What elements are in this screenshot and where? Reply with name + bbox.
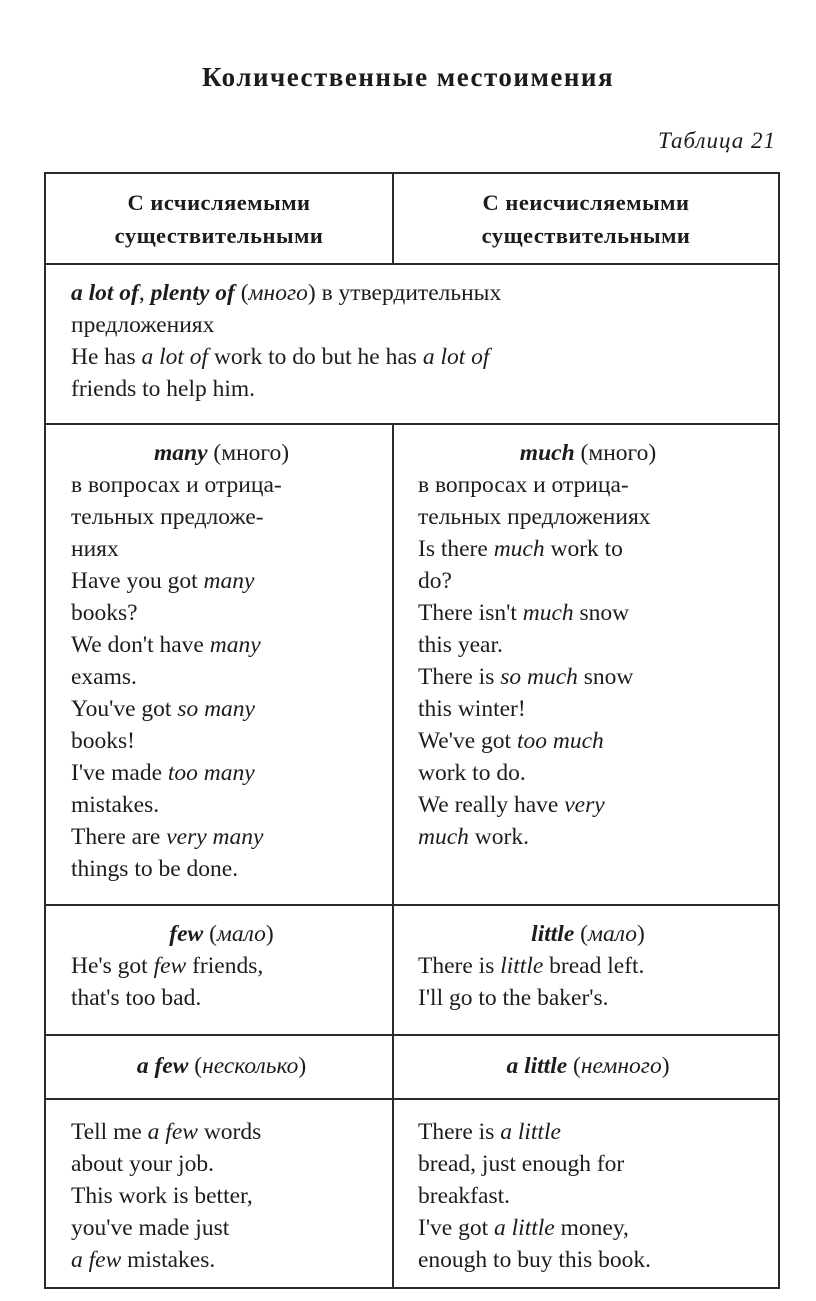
many-example: [71, 629, 372, 661]
few-cell: [46, 906, 394, 1034]
many-heading: [71, 437, 372, 469]
alittle-heading: [418, 1050, 758, 1082]
afew-example: This work is better,: [71, 1183, 253, 1209]
alittle-example: enough to buy this book.: [418, 1247, 652, 1273]
header-uncountable: [394, 174, 778, 263]
few-heading: [71, 918, 372, 950]
term-a-few: a few: [136, 1053, 189, 1079]
alittle-example: breakfast.: [418, 1183, 510, 1209]
gloss-close: ): [265, 921, 274, 947]
alot-row: [46, 265, 778, 425]
term-plenty-of: plenty of: [150, 280, 235, 306]
example-text: snow: [577, 664, 634, 690]
example-term: few: [153, 953, 187, 979]
example-text: mistakes.: [121, 1247, 216, 1273]
many-example: exams.: [71, 664, 137, 690]
example-text: Tell me: [71, 1119, 148, 1145]
example-text: There is: [418, 1119, 501, 1145]
little-example: [418, 950, 758, 982]
example-term: many: [209, 632, 261, 658]
gloss-few: мало: [216, 921, 266, 947]
term-few: few: [169, 921, 204, 947]
example-term: a little: [494, 1215, 555, 1241]
example-term: too much: [516, 728, 604, 754]
header-uncountable-line1: С неисчисляемыми: [482, 190, 690, 215]
much-example: [418, 597, 758, 629]
gloss-open: (: [234, 280, 249, 306]
much-example: this winter!: [418, 696, 526, 722]
example-text: Is there: [418, 536, 494, 562]
alot-cell: [46, 265, 778, 423]
alittle-examples-cell: [394, 1100, 778, 1289]
afew-example: about your job.: [71, 1151, 214, 1177]
table-number-label: Таблица 21: [657, 128, 776, 153]
much-usage-line: тельных предложениях: [418, 504, 651, 530]
example-term: many: [203, 568, 255, 594]
example-term: much: [493, 536, 545, 562]
alittle-example: [418, 1212, 758, 1244]
gloss-a-few: несколько: [202, 1053, 299, 1079]
many-example: mistakes.: [71, 792, 160, 818]
little-cell: [394, 906, 778, 1034]
alot-example-line2: friends to help him.: [71, 376, 256, 402]
term-much: much: [519, 440, 575, 466]
few-little-row: [46, 906, 778, 1036]
alittle-example: [418, 1116, 758, 1148]
example-text: I've made: [71, 760, 168, 786]
alot-usage-line2: предложениях: [71, 312, 215, 338]
example-text: We really have: [418, 792, 565, 818]
example-text: He has: [71, 344, 142, 370]
example-term: so much: [500, 664, 578, 690]
separator: ,: [138, 280, 151, 306]
gloss-open: (: [574, 921, 588, 947]
gloss-open: (: [188, 1053, 203, 1079]
many-example: things to be done.: [71, 856, 239, 882]
much-example: this year.: [418, 632, 503, 658]
example-text: You've got: [71, 696, 178, 722]
header-countable: [46, 174, 394, 263]
alittle-heading-cell: [394, 1036, 778, 1098]
example-text: words: [197, 1119, 262, 1145]
gloss-many: много: [248, 280, 308, 306]
afew-heading: [71, 1050, 372, 1082]
little-example: I'll go to the baker's.: [418, 985, 609, 1011]
term-a-lot-of: a lot of: [71, 280, 139, 306]
much-usage-line: в вопросах и отрица-: [418, 472, 629, 498]
many-example: [71, 757, 372, 789]
gloss-close: ): [298, 1053, 307, 1079]
alittle-example: bread, just enough for: [418, 1151, 625, 1177]
gloss: (много): [207, 440, 290, 466]
afew-alittle-examples-row: [46, 1100, 778, 1289]
term-many: many: [153, 440, 208, 466]
pronouns-table: [44, 172, 780, 1289]
few-example: that's too bad.: [71, 985, 202, 1011]
example-term: little: [500, 953, 544, 979]
example-text: We've got: [418, 728, 517, 754]
example-term: very: [564, 792, 605, 818]
example-text: He's got: [71, 953, 154, 979]
much-example: [418, 661, 758, 693]
example-text: We don't have: [71, 632, 210, 658]
header-countable-line2: существительными: [114, 223, 324, 248]
example-term: so many: [177, 696, 255, 722]
header-row: [46, 174, 778, 265]
much-example: [418, 821, 758, 853]
example-term: a lot of: [141, 344, 209, 370]
many-example: books!: [71, 728, 135, 754]
example-text: work to: [544, 536, 623, 562]
much-example: [418, 725, 758, 757]
many-usage-line: тельных предложе-: [71, 504, 264, 530]
many-much-row: [46, 425, 778, 906]
header-countable-line1: С исчисляемыми: [127, 190, 311, 215]
gloss: (много): [574, 440, 657, 466]
gloss-open: (: [567, 1053, 581, 1079]
much-example: do?: [418, 568, 452, 594]
gloss-close: ): [636, 921, 645, 947]
example-text: There is: [418, 953, 501, 979]
much-heading: [418, 437, 758, 469]
many-example: [71, 693, 372, 725]
afew-heading-cell: [46, 1036, 394, 1098]
header-uncountable-line2: существительными: [481, 223, 691, 248]
many-example: [71, 821, 372, 853]
afew-example: [71, 1244, 372, 1276]
example-text: money,: [554, 1215, 629, 1241]
example-text: friends,: [186, 953, 264, 979]
example-text: There isn't: [418, 600, 523, 626]
term-little: little: [531, 921, 575, 947]
gloss-little: мало: [587, 921, 637, 947]
much-example: [418, 789, 758, 821]
page-title: Количественные местоимения: [201, 62, 615, 92]
example-term: too many: [167, 760, 255, 786]
afew-examples-cell: [46, 1100, 394, 1289]
many-example: [71, 565, 372, 597]
much-cell: [394, 425, 778, 904]
gloss-open: (: [203, 921, 217, 947]
example-text: bread left.: [543, 953, 645, 979]
many-cell: [46, 425, 394, 904]
example-term: very many: [166, 824, 264, 850]
much-example: [418, 533, 758, 565]
gloss-close: ): [661, 1053, 670, 1079]
example-text: work to do but he has: [208, 344, 423, 370]
alot-example-line1: [71, 341, 758, 373]
example-text: There are: [71, 824, 167, 850]
many-usage-line: в вопросах и отрица-: [71, 472, 282, 498]
many-example: books?: [71, 600, 138, 626]
many-usage-line: ниях: [71, 536, 119, 562]
example-term: a little: [500, 1119, 561, 1145]
afew-example: [71, 1116, 372, 1148]
example-term: a few: [147, 1119, 198, 1145]
little-heading: [418, 918, 758, 950]
example-text: There is: [418, 664, 501, 690]
gloss-a-little: немного: [580, 1053, 662, 1079]
example-term: much: [522, 600, 574, 626]
example-text: snow: [573, 600, 630, 626]
example-text: work.: [468, 824, 529, 850]
term-a-little: a little: [506, 1053, 568, 1079]
alot-usage: ) в утвердительных: [307, 280, 502, 306]
alot-heading: [71, 277, 758, 309]
example-term: a few: [71, 1247, 122, 1273]
example-term: a lot of: [422, 344, 490, 370]
afew-example: you've made just: [71, 1215, 230, 1241]
afew-alittle-heading-row: [46, 1036, 778, 1100]
example-text: Have you got: [71, 568, 204, 594]
example-term: much: [418, 824, 469, 850]
example-text: I've got: [418, 1215, 495, 1241]
few-example: [71, 950, 372, 982]
much-example: work to do.: [418, 760, 526, 786]
